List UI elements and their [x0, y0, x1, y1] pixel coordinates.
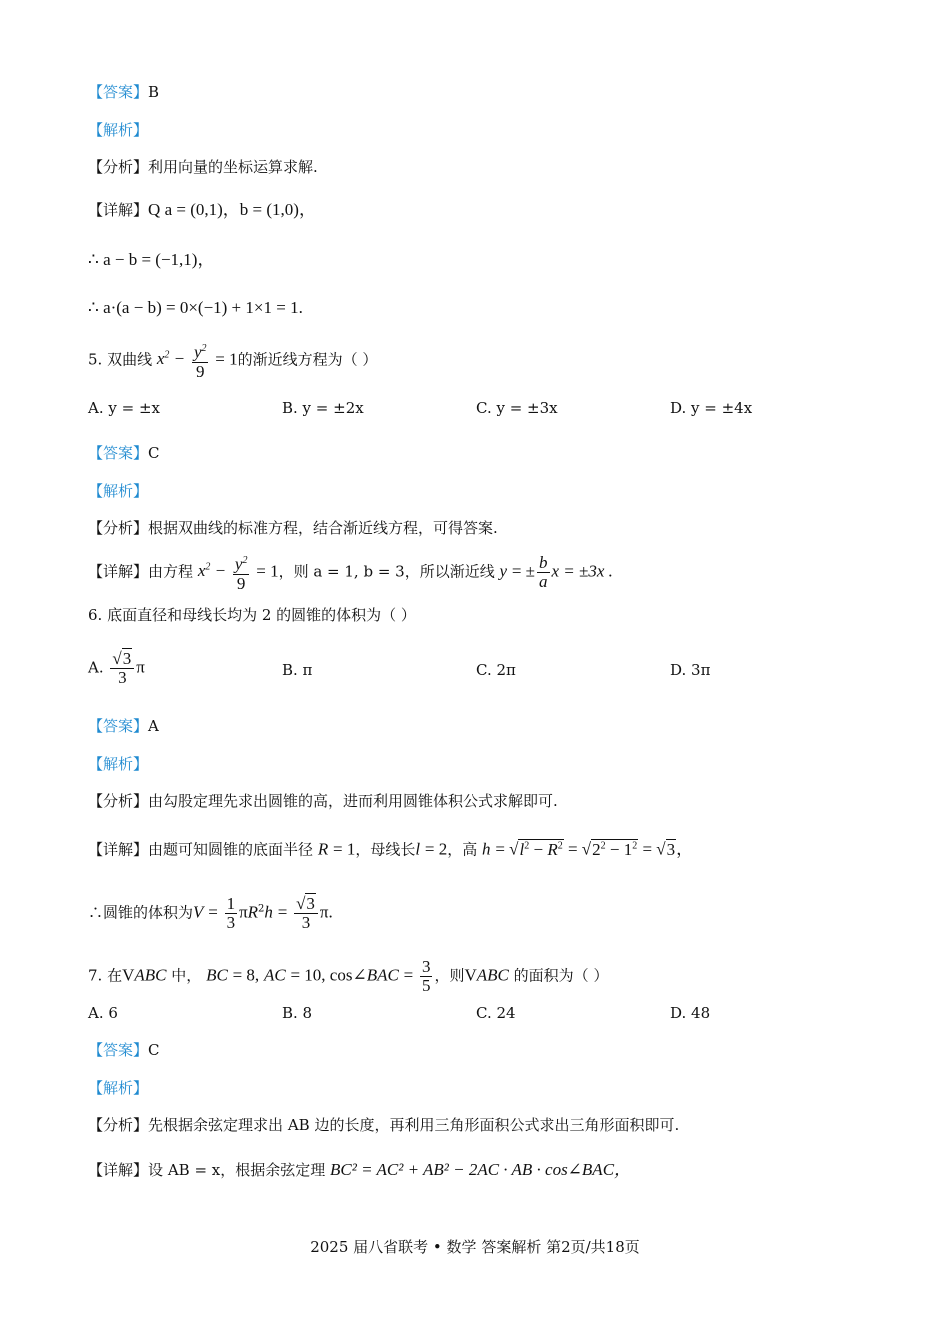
- q5-option-c: C. y = ±3x: [476, 399, 558, 417]
- q7-option-a: A. 6: [88, 1004, 118, 1022]
- q7-option-b: B. 8: [282, 1004, 313, 1022]
- analysis-header-7: 【解析】: [88, 1079, 149, 1097]
- question-5: 5. 双曲线 $x^2$ − $\frac{y^2}{9}$ = 1的渐近线方程为（ ）: [88, 340, 377, 381]
- analysis-header-6: 【解析】: [88, 755, 149, 773]
- detail-line-4a: 【详解】Q a = (0,1)，b = (1,0)，: [88, 200, 316, 219]
- q7-option-d: D. 48: [670, 1004, 711, 1022]
- fenxi-line-7: 【分析】先根据余弦定理求出 AB 边的长度，再利用三角形面积公式求出三角形面积即可.: [88, 1116, 680, 1134]
- detail-line-6b: ∴圆锥的体积为V = $\frac{1}{3}$ $\pi R^2h$ = $\frac{√3}{3}$ π.: [88, 894, 333, 932]
- q5-option-a: A. y = ±x: [88, 399, 160, 417]
- question-6: 6. 底面直径和母线长均为 2 的圆锥的体积为（ ）: [88, 606, 416, 624]
- answer-line-6: 【答案】A: [88, 717, 159, 735]
- q6-option-b: B. π: [282, 661, 313, 679]
- q5-option-d: D. y = ±4x: [670, 399, 753, 417]
- answer-line-5: 【答案】C: [88, 444, 160, 462]
- q6-option-a: A. $\frac{√3}{3}$ π: [88, 649, 145, 687]
- analysis-header-4: 【解析】: [88, 121, 149, 139]
- q7-option-c: C. 24: [476, 1004, 516, 1022]
- fenxi-line-6: 【分析】由勾股定理先求出圆锥的高，进而利用圆锥体积公式求解即可.: [88, 792, 558, 810]
- page-footer: 2025 届八省联考 • 数学 答案解析 第2页/共18页: [310, 1238, 640, 1256]
- answer-value: B: [148, 83, 160, 101]
- detail-line-4c: ∴ a·(a − b) = 0×(−1) + 1×1 = 1.: [88, 298, 303, 317]
- detail-line-6a: 【详解】由题可知圆锥的底面半径 R = 1，母线长l = 2，高 $h = √l^2 - R^2 = √2^2 - 1^2 = √3$，: [88, 839, 694, 859]
- question-7: 7. 在VABC 中， BC = 8, AC = 10, cos∠BAC = $\frac{3}{5}$ ，则VABC 的面积为（ ）: [88, 957, 609, 995]
- analysis-header-5: 【解析】: [88, 482, 149, 500]
- detail-line-5: 【详解】由方程 $x^2$ − $\frac{y^2}{9}$ = 1，则 a = 1, b = 3，所以渐近线 y = ± $\frac{b}{a}$ x = ±3x .: [88, 552, 613, 593]
- fenxi-line-4: 【分析】利用向量的坐标运算求解.: [88, 158, 318, 176]
- q6-option-c: C. 2π: [476, 661, 516, 679]
- answer-line-4: [88, 82, 159, 102]
- answer-tag: 【答案】: [88, 83, 149, 101]
- detail-line-4b: ∴ a − b = (−1,1)，: [88, 250, 215, 269]
- q5-option-b: B. y = ±2x: [282, 399, 364, 417]
- q6-option-d: D. 3π: [670, 661, 711, 679]
- fenxi-line-5: 【分析】根据双曲线的标准方程，结合渐近线方程，可得答案.: [88, 519, 498, 537]
- answer-line-7: 【答案】C: [88, 1041, 160, 1059]
- detail-line-7: 【详解】设 AB = x，根据余弦定理 BC² = AC² + AB² − 2AC · AB · cos∠BAC，: [88, 1160, 632, 1179]
